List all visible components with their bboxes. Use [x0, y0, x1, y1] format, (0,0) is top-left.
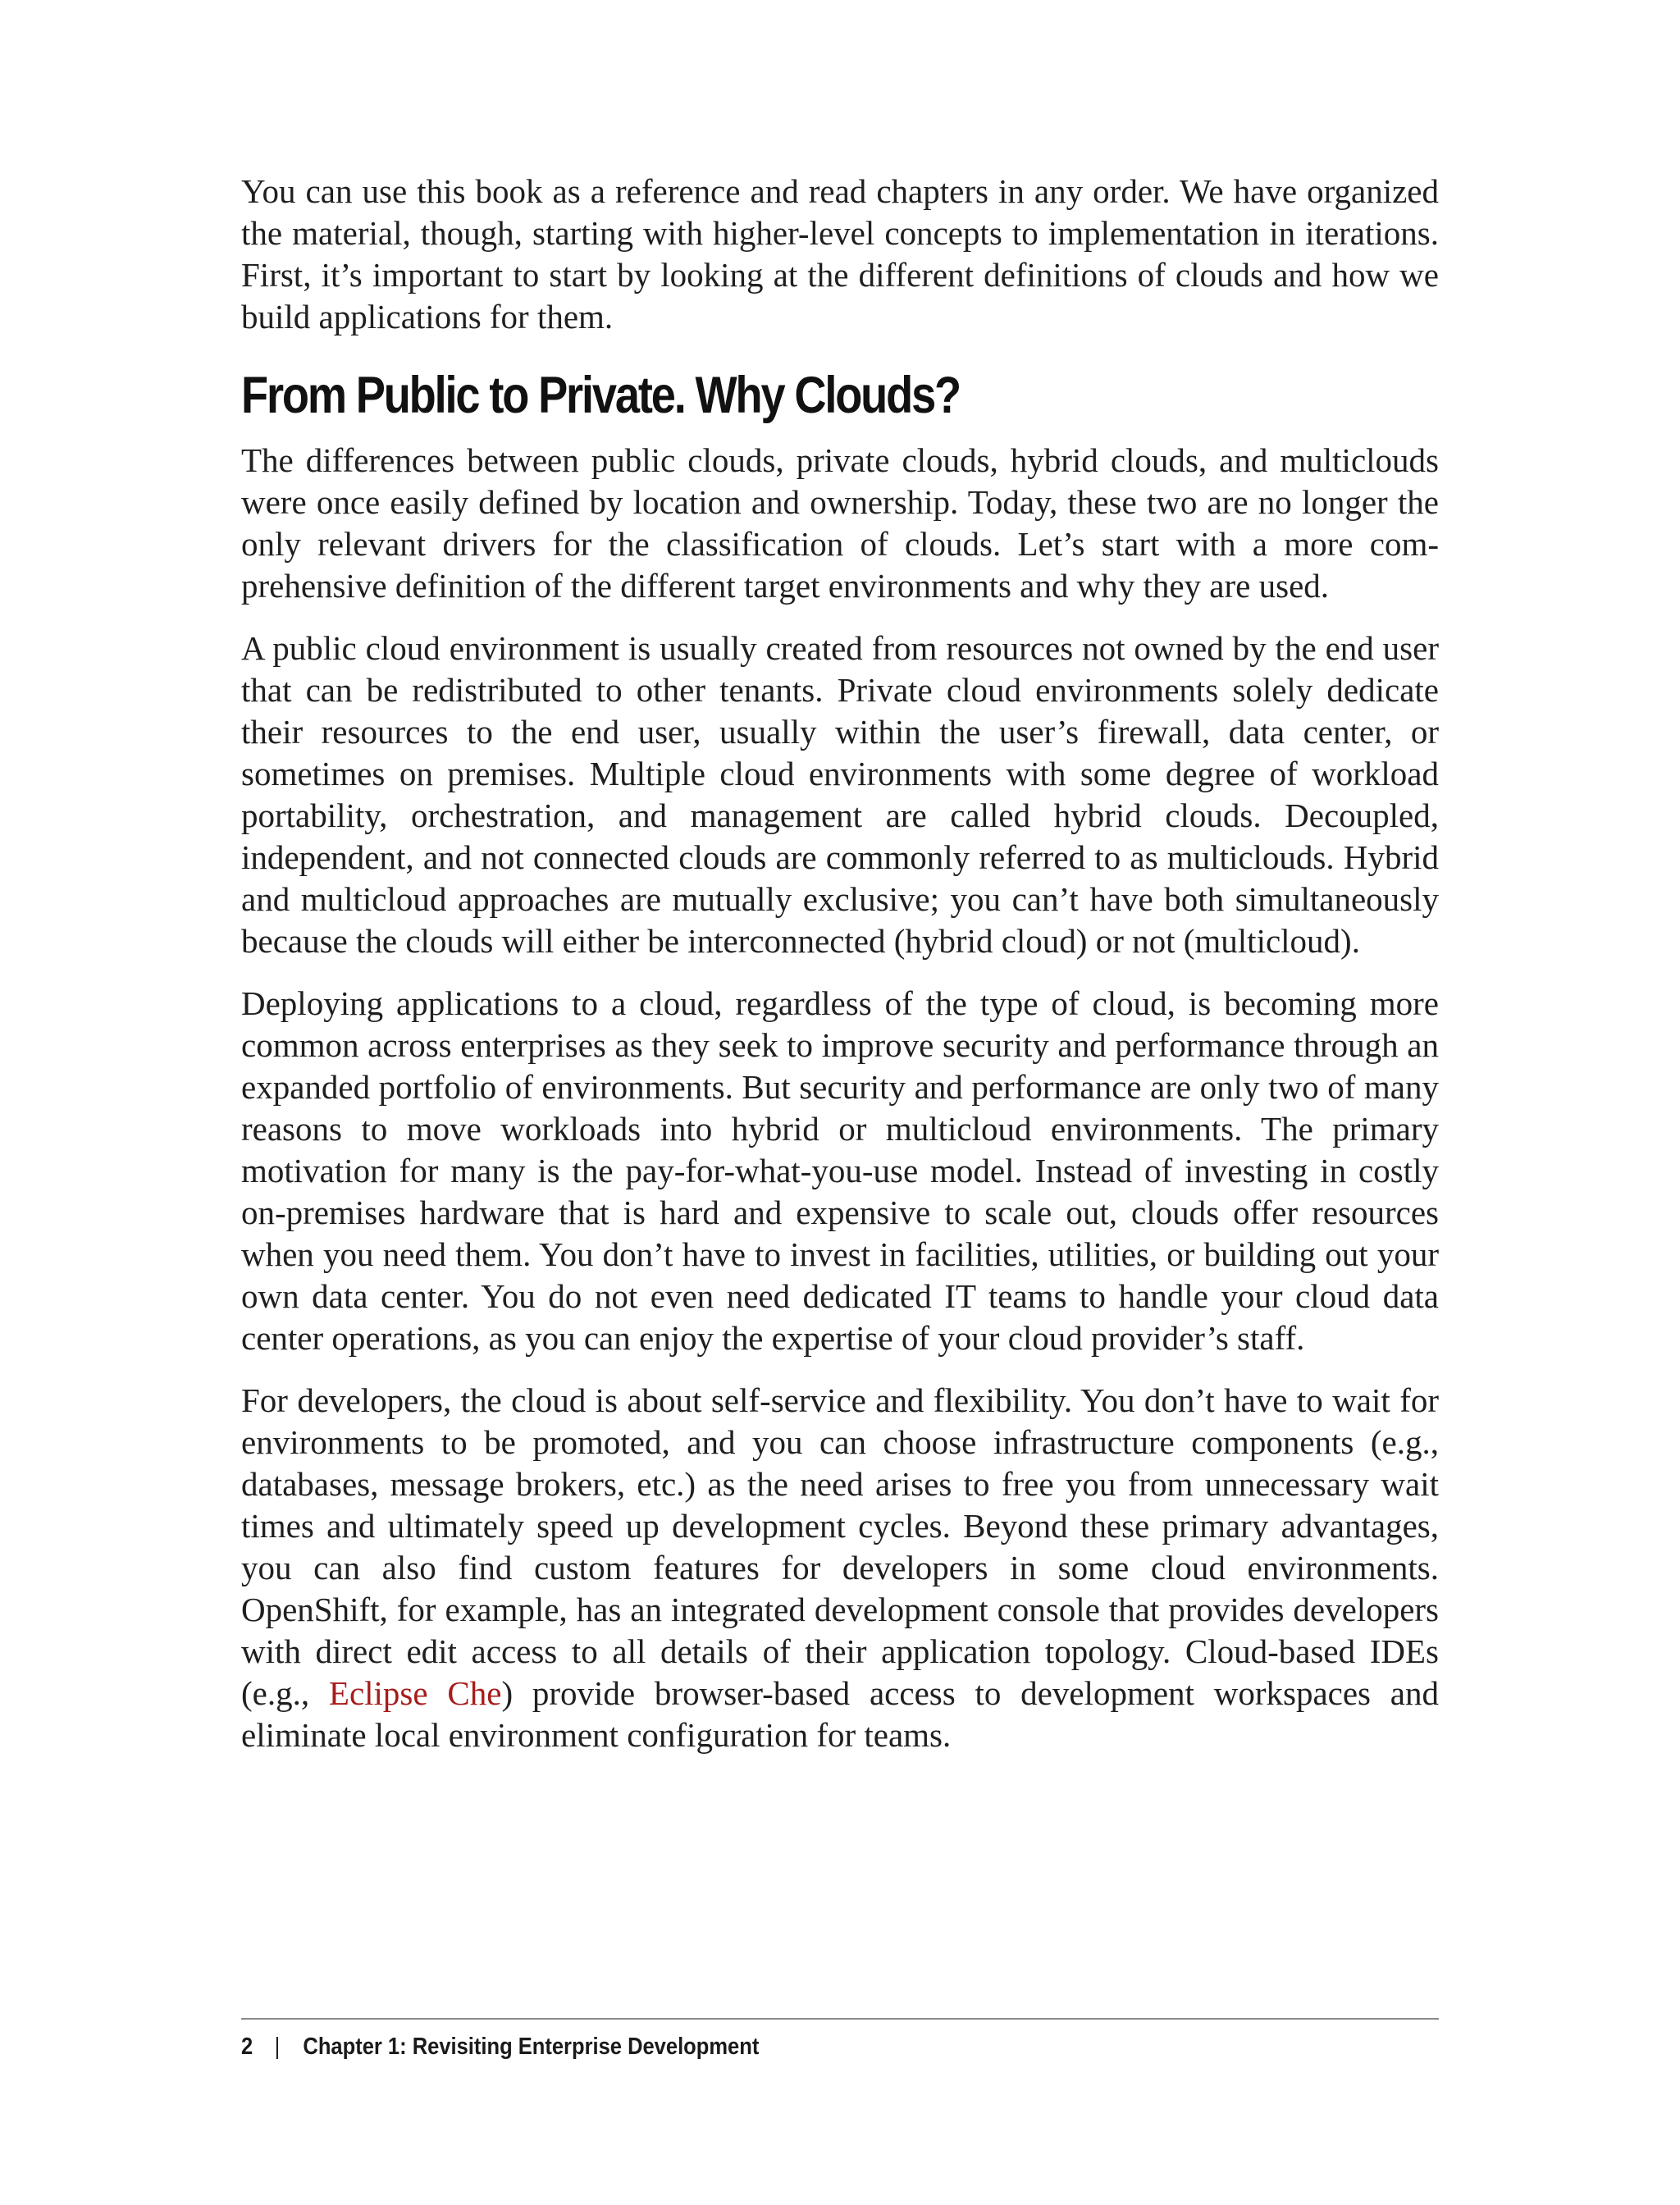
section-heading: From Public to Private. Why Clouds?	[241, 367, 961, 424]
paragraph-cloud-definitions: A public cloud environment is usually created from resources not owned by the end user that can be redistributed to other tenants. Private cloud environments solely dedicate their resources to the end user, usually within the user’s firewall, data center, or sometimes on premises. Multiple cloud environments with some degree of workload portability, orchestration, and management are called hybrid clouds. Decoupled, independent, and not connected clouds are commonly referred to as multiclouds. Hybrid and multicloud approaches are mutually exclusive; you can’t have both simultaneously because the clouds will either be interconnected (hybrid cloud) or not (multicloud).	[241, 629, 1439, 960]
chapter-title: Chapter 1: Revisiting Enterprise Development	[303, 2034, 760, 2060]
paragraph-developers-text-start: For developers, the cloud is about self-service and flexibility. You don’t have to wait for environments to be promoted, and you can choose infrastructure components (e.g., databases, message brokers, etc.) as the need arises to free you from unnecessary wait times and ultimately speed up development cycles. Beyond these primary advantages, you can also find custom features for developers in some cloud environments. OpenShift, for example, has an integrated development console that provides developers with direct edit access to all details of their application topology. Cloud-based IDEs (e.g.,	[241, 1381, 1439, 1712]
paragraph-developers-text-end: ) provide browser-based access to development workspaces and eliminate local environment configuration for teams.	[241, 1674, 1439, 1754]
page-number: 2	[241, 2034, 253, 2060]
footer-divider	[241, 2018, 1439, 2020]
intro-paragraph: You can use this book as a reference and read chapters in any order. We have organized the material, though, starting with higher-level concepts to implementation in iterations. First, it’s important to start by looking at the different definitions of clouds and how we build applications for them.	[241, 172, 1439, 336]
eclipse-che-link[interactable]: Eclipse Che	[328, 1674, 502, 1712]
page-content	[241, 171, 1439, 1777]
paragraph-developers	[241, 1380, 1439, 1756]
page-footer	[241, 2029, 759, 2065]
paragraph-cloud-differences: The differences between public clouds, private clouds, hybrid clouds, and multiclouds were once easily defined by location and ownership. Today, these two are no longer the only relevant drivers for the classification of clouds. Let’s start with a more comprehensive definition of the different target environments and why they are used.	[241, 441, 1439, 605]
footer-separator: |	[274, 2034, 281, 2060]
paragraph-cloud-motivation: Deploying applications to a cloud, regardless of the type of cloud, is becoming more common across enterprises as they seek to improve security and performance through an expanded portfolio of environments. But security and performance are only two of many reasons to move workloads into hybrid or multicloud environments. The primary motivation for many is the pay-for-what-you-use model. Instead of investing in costly on-premises hardware that is hard and expensive to scale out, clouds offer resources when you need them. You don’t have to invest in facilities, utilities, or building out your own data center. You do not even need dedicated IT teams to handle your cloud data center operations, as you can enjoy the expertise of your cloud provider’s staff.	[241, 984, 1439, 1357]
